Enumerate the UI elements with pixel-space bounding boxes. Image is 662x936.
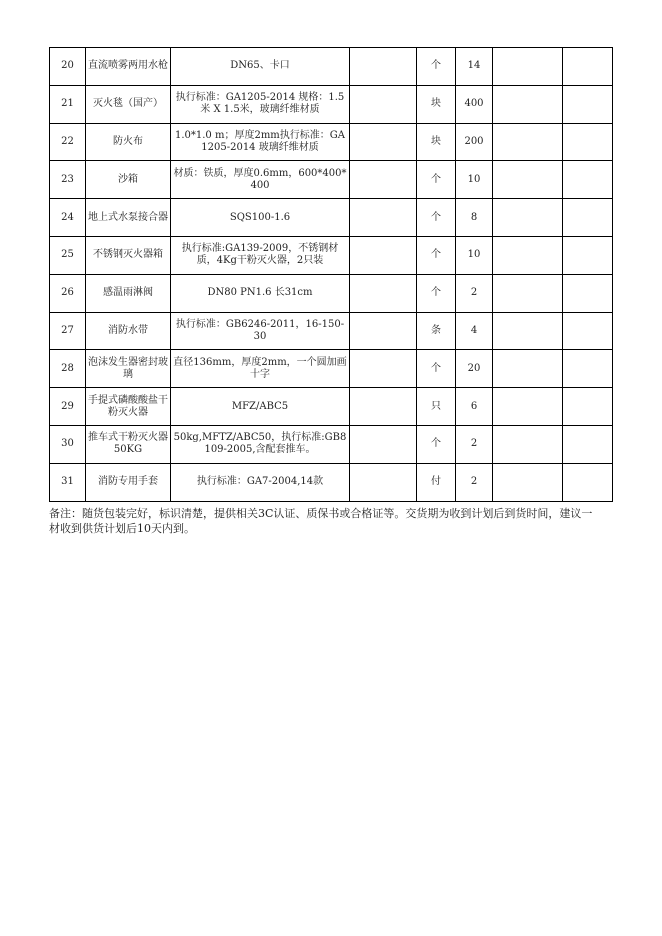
quantity-cell[interactable]: 2 xyxy=(456,274,493,312)
item-name-cell[interactable]: 不锈钢灭火器箱 xyxy=(86,236,171,274)
unit-price-cell[interactable] xyxy=(493,123,563,161)
unit-cell[interactable]: 块 xyxy=(417,85,456,123)
row-number-cell[interactable]: 27 xyxy=(50,312,86,350)
total-cell[interactable] xyxy=(563,85,613,123)
row-number-cell[interactable]: 29 xyxy=(50,388,86,426)
total-cell[interactable] xyxy=(563,199,613,237)
unit-cell[interactable]: 个 xyxy=(417,48,456,86)
table-row xyxy=(50,161,613,199)
row-number-cell[interactable]: 25 xyxy=(50,236,86,274)
brand-cell[interactable] xyxy=(350,463,417,501)
specification-cell[interactable]: 1.0*1.0 m；厚度2mm执行标准：GA1205-2014 玻璃纤维材质 xyxy=(171,123,350,161)
remarks-note xyxy=(49,506,624,536)
total-cell[interactable] xyxy=(563,161,613,199)
unit-price-cell[interactable] xyxy=(493,274,563,312)
row-number-cell[interactable]: 21 xyxy=(50,85,86,123)
brand-cell[interactable] xyxy=(350,274,417,312)
unit-cell[interactable]: 个 xyxy=(417,161,456,199)
unit-cell[interactable]: 块 xyxy=(417,123,456,161)
unit-price-cell[interactable] xyxy=(493,236,563,274)
unit-price-cell[interactable] xyxy=(493,388,563,426)
specification-cell[interactable]: 执行标准：GB6246-2011，16-150-30 xyxy=(171,312,350,350)
quantity-cell[interactable]: 20 xyxy=(456,350,493,388)
table-row xyxy=(50,48,613,86)
quantity-cell[interactable]: 10 xyxy=(456,236,493,274)
unit-price-cell[interactable] xyxy=(493,85,563,123)
table-row xyxy=(50,236,613,274)
table-row xyxy=(50,85,613,123)
unit-price-cell[interactable] xyxy=(493,161,563,199)
item-name-cell[interactable]: 防火布 xyxy=(86,123,171,161)
total-cell[interactable] xyxy=(563,425,613,463)
table-row xyxy=(50,199,613,237)
unit-price-cell[interactable] xyxy=(493,312,563,350)
row-number-cell[interactable]: 20 xyxy=(50,48,86,86)
row-number-cell[interactable]: 31 xyxy=(50,463,86,501)
total-cell[interactable] xyxy=(563,350,613,388)
item-name-cell[interactable]: 地上式水泵接合器 xyxy=(86,199,171,237)
item-name-cell[interactable]: 消防专用手套 xyxy=(86,463,171,501)
specification-cell[interactable]: 执行标准：GA1205-2014 规格：1.5米 X 1.5米，玻璃纤维材质 xyxy=(171,85,350,123)
quantity-cell[interactable]: 8 xyxy=(456,199,493,237)
unit-cell[interactable]: 条 xyxy=(417,312,456,350)
quantity-cell[interactable]: 2 xyxy=(456,463,493,501)
total-cell[interactable] xyxy=(563,388,613,426)
specification-cell[interactable]: SQS100-1.6 xyxy=(171,199,350,237)
unit-cell[interactable]: 只 xyxy=(417,388,456,426)
specification-cell[interactable]: 直径136mm，厚度2mm，一个圆加画十字 xyxy=(171,350,350,388)
total-cell[interactable] xyxy=(563,463,613,501)
table-row xyxy=(50,425,613,463)
item-name-cell[interactable]: 消防水带 xyxy=(86,312,171,350)
item-name-cell[interactable]: 手提式磷酸酸盐干粉灭火器 xyxy=(86,388,171,426)
brand-cell[interactable] xyxy=(350,236,417,274)
quantity-cell[interactable]: 14 xyxy=(456,48,493,86)
row-number-cell[interactable]: 22 xyxy=(50,123,86,161)
quantity-cell[interactable]: 4 xyxy=(456,312,493,350)
unit-cell[interactable]: 个 xyxy=(417,236,456,274)
total-cell[interactable] xyxy=(563,123,613,161)
table-row xyxy=(50,312,613,350)
item-name-cell[interactable]: 灭火毯（国产） xyxy=(86,85,171,123)
brand-cell[interactable] xyxy=(350,425,417,463)
brand-cell[interactable] xyxy=(350,388,417,426)
table-row xyxy=(50,463,613,501)
unit-cell[interactable]: 个 xyxy=(417,350,456,388)
quantity-cell[interactable]: 6 xyxy=(456,388,493,426)
row-number-cell[interactable]: 28 xyxy=(50,350,86,388)
item-name-cell[interactable]: 沙箱 xyxy=(86,161,171,199)
remarks-line-1: 备注：随货包装完好，标识清楚，提供相关3C认证、质保书或合格证等。交货期为收到计划后到货时间，建议一 xyxy=(49,507,593,520)
brand-cell[interactable] xyxy=(350,312,417,350)
unit-price-cell[interactable] xyxy=(493,199,563,237)
brand-cell[interactable] xyxy=(350,199,417,237)
table-row xyxy=(50,350,613,388)
table-row xyxy=(50,388,613,426)
item-name-cell[interactable]: 感温雨淋阀 xyxy=(86,274,171,312)
unit-cell[interactable]: 付 xyxy=(417,463,456,501)
quantity-cell[interactable]: 200 xyxy=(456,123,493,161)
unit-price-cell[interactable] xyxy=(493,350,563,388)
quantity-cell[interactable]: 10 xyxy=(456,161,493,199)
brand-cell[interactable] xyxy=(350,85,417,123)
brand-cell[interactable] xyxy=(350,48,417,86)
row-number-cell[interactable]: 23 xyxy=(50,161,86,199)
table-row xyxy=(50,274,613,312)
total-cell[interactable] xyxy=(563,274,613,312)
row-number-cell[interactable]: 24 xyxy=(50,199,86,237)
unit-cell[interactable]: 个 xyxy=(417,425,456,463)
specification-cell[interactable]: MFZ/ABC5 xyxy=(171,388,350,426)
item-name-cell[interactable]: 泡沫发生器密封玻璃 xyxy=(86,350,171,388)
unit-cell[interactable]: 个 xyxy=(417,274,456,312)
materials-table xyxy=(49,47,613,502)
brand-cell[interactable] xyxy=(350,123,417,161)
total-cell[interactable] xyxy=(563,236,613,274)
brand-cell[interactable] xyxy=(350,350,417,388)
unit-cell[interactable]: 个 xyxy=(417,199,456,237)
item-name-cell[interactable]: 推车式干粉灭火器50KG xyxy=(86,425,171,463)
unit-price-cell[interactable] xyxy=(493,48,563,86)
specification-cell[interactable]: 材质：铁质，厚度0.6mm，600*400*400 xyxy=(171,161,350,199)
total-cell[interactable] xyxy=(563,48,613,86)
specification-cell[interactable]: 执行标准：GA7-2004,14款 xyxy=(171,463,350,501)
total-cell[interactable] xyxy=(563,312,613,350)
table-row xyxy=(50,123,613,161)
row-number-cell[interactable]: 30 xyxy=(50,425,86,463)
specification-cell[interactable]: DN65、卡口 xyxy=(171,48,350,86)
quantity-cell[interactable]: 2 xyxy=(456,425,493,463)
unit-price-cell[interactable] xyxy=(493,425,563,463)
brand-cell[interactable] xyxy=(350,161,417,199)
specification-cell[interactable]: 50kg,MFTZ/ABC50，执行标准:GB8109-2005,含配套推车。 xyxy=(171,425,350,463)
row-number-cell[interactable]: 26 xyxy=(50,274,86,312)
specification-cell[interactable]: 执行标准:GA139-2009，不锈钢材质，4Kg干粉灭火器，2只装 xyxy=(171,236,350,274)
quantity-cell[interactable]: 400 xyxy=(456,85,493,123)
specification-cell[interactable]: DN80 PN1.6 长31cm xyxy=(171,274,350,312)
item-name-cell[interactable]: 直流喷雾两用水枪 xyxy=(86,48,171,86)
unit-price-cell[interactable] xyxy=(493,463,563,501)
remarks-line-2: 材收到供货计划后10天内到。 xyxy=(49,522,195,535)
